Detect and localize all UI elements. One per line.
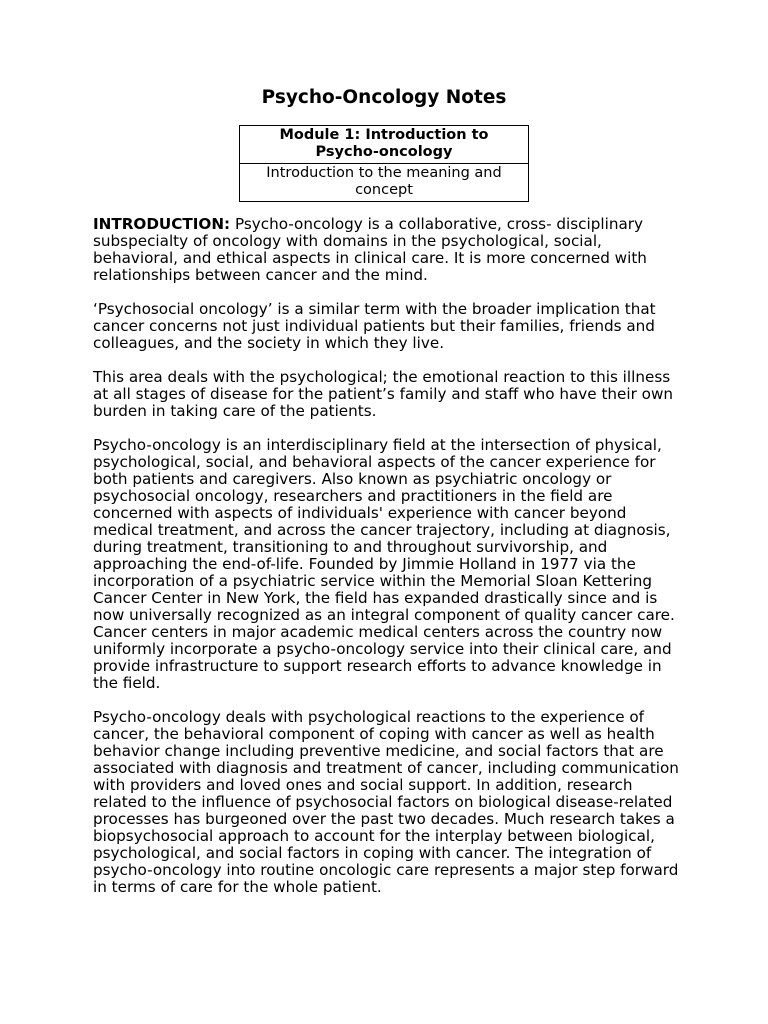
module-heading-row: [240, 126, 529, 164]
paragraph-interdisciplinary-field: Psycho-oncology is an interdisciplinary field at the intersection of physical, psychological, social, and behavioral aspects of the cancer experience for both patients and caregivers. Also known as psychiatric oncology or psychosocial oncology, researchers and practitioners in the field are concerned with aspects of individuals' experience with cancer beyond medical treatment, and across the cancer trajectory, including at diagnosis, during treatment, transitioning to and throughout survivorship, and approaching the end-of-life. Founded by Jimmie Holland in 1977 via the incorporation of a psychiatric service within the Memorial Sloan Kettering Cancer Center in New York, the field has expanded drastically since and is now universally recognized as an integral component of quality cancer care. Cancer centers in major academic medical centers across the country now uniformly incorporate a psycho-oncology service into their clinical care, and provide infrastructure to support research efforts to advance knowledge in the field.: [93, 436, 675, 692]
paragraph-psychological-reactions: Psycho-oncology deals with psychological reactions to the experience of cancer, the behavioral component of coping with cancer as well as health behavior change including preventive medicine, and social factors that are associated with diagnosis and treatment of cancer, including communication with providers and loved ones and social support. In addition, research related to the influence of psychosocial factors on biological disease-related processes has burgeoned over the past two decades. Much research takes a biopsychosocial approach to account for the interplay between biological, psychological, and social factors in coping with cancer. The integration of psycho-oncology into routine oncologic care represents a major step forward in terms of care for the whole patient.: [93, 708, 679, 896]
introduction-lead: INTRODUCTION:: [93, 215, 231, 233]
module-table: [239, 125, 529, 202]
module-heading: Module 1: Introduction to Psycho-oncology: [240, 126, 529, 164]
introduction-text: Psycho-oncology is a collaborative, cross- disciplinary subspecialty of oncology with domains in the psychological, social, behavioral, and ethical aspects in clinical care. It is more concerned with relationships between cancer and the mind.: [93, 215, 647, 284]
document-title: Psycho-Oncology Notes: [261, 87, 507, 108]
module-subheading-row: [240, 164, 529, 202]
document-body: [93, 216, 683, 913]
paragraph-introduction: [93, 216, 683, 284]
paragraph-psychosocial-oncology: ‘Psychosocial oncology’ is a similar term with the broader implication that cancer concerns not just individual patients but their families, friends and colleagues, and the society in which they live.: [93, 300, 656, 352]
module-subheading: Introduction to the meaning and concept: [240, 164, 529, 202]
paragraph-emotional-reaction: This area deals with the psychological; the emotional reaction to this illness at all stages of disease for the patient’s family and staff who have their own burden in taking care of the patients.: [93, 368, 673, 420]
